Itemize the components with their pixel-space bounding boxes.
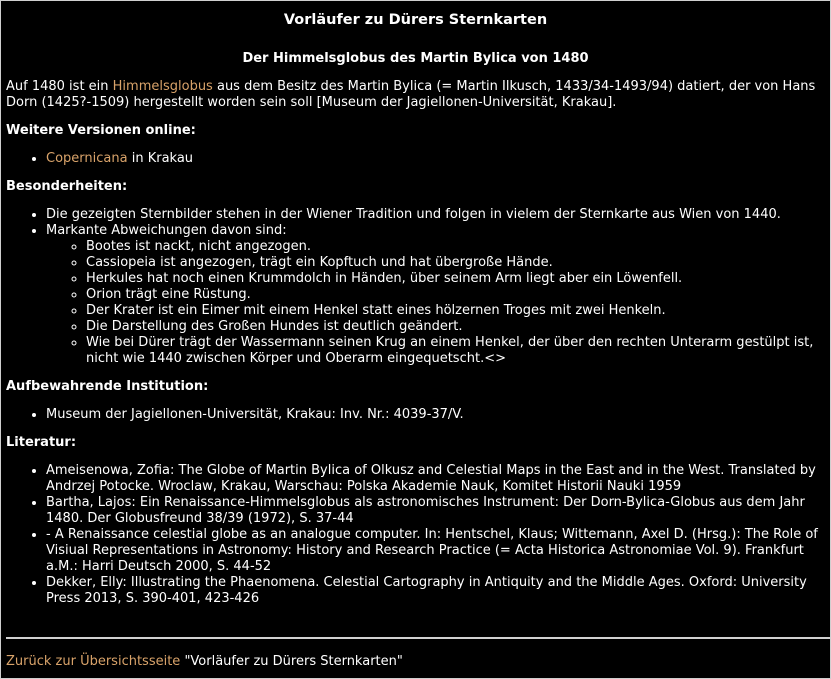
- list-item: • Dekker, Elly: Illustrating the Phaenomena. Celestial Cartography in Antiquity and the Middle Ages. Oxford: University Press 2013, S. 390-401, 423-426: [46, 575, 825, 607]
- footer-text: "Vorläufer zu Dürers Sternkarten": [180, 654, 403, 669]
- footer: [6, 654, 403, 670]
- page-subtitle: Der Himmelsglobus des Martin Bylica von 1480: [242, 51, 589, 66]
- institution-heading: Aufbewahrende Institution:: [6, 379, 209, 394]
- list-item: ◦ Cassiopeia ist angezogen, trägt ein Kopftuch und hat übergroße Hände.: [86, 255, 825, 271]
- list-item: ◦ Der Krater ist ein Eimer mit einem Henkel statt eines hölzernen Troges mit zwei Henkeln.: [86, 303, 825, 319]
- list-item: • Museum der Jagiellonen-Universität, Krakau: Inv. Nr.: 4039-37/V.: [46, 407, 825, 423]
- list-item: • - A Renaissance celestial globe as an analogue computer. In: Hentschel, Klaus; Wittemann, Axel D. (Hrsg.): The Role of Visiual Representations in Astronomy: History and Research Practice (= Acta Historica Astronomiae Vol. 9). Frankfurt a.M.: Harri Deutsch 2000, S. 44-52: [46, 527, 825, 575]
- list-item: • Bartha, Lajos: Ein Renaissance-Himmelsglobus als astronomisches Instrument: Der Dorn-Bylica-Globus aus dem Jahr 1480. Der Globusfreund 38/39 (1972), S. 37-44: [46, 495, 825, 527]
- list-item: ◦ Herkules hat noch einen Krummdolch in Händen, über seinem Arm liegt aber ein Löwenfell.: [86, 271, 825, 287]
- list-item: ◦ Die Darstellung des Großen Hundes ist deutlich geändert.: [86, 319, 825, 335]
- features-heading: Besonderheiten:: [6, 179, 128, 194]
- page-title: Vorläufer zu Dürers Sternkarten: [283, 12, 548, 28]
- list-item-text: Markante Abweichungen davon sind:: [46, 223, 287, 238]
- intro-text-after: aus dem Besitz des Martin Bylica (= Martin Ilkusch, 1433/34-1493/94) datiert, der von Hans Dorn (1425?-1509) hergestellt worden sein soll [Museum der Jagiellonen-Universität, Krakau].: [6, 79, 816, 110]
- list-item: • Die gezeigten Sternbilder stehen in der Wiener Tradition und folgen in vielem der Sternkarte aus Wien von 1440.: [46, 207, 825, 223]
- list-item-text: in Krakau: [127, 151, 194, 166]
- literature-heading: Literatur:: [6, 435, 77, 450]
- list-item: ◦ Bootes ist nackt, nicht angezogen.: [86, 239, 825, 255]
- list-item: • Ameisenowa, Zofia: The Globe of Martin Bylica of Olkusz and Celestial Maps in the East and in the West. Translated by Andrzej Potocke. Wroclaw, Krakau, Warschau: Polska Akademie Nauk, Komitet Historii Nauki 1959: [46, 463, 825, 495]
- himmelsglobus-link[interactable]: Himmelsglobus: [112, 79, 213, 94]
- back-to-overview-link[interactable]: Zurück zur Übersichtsseite: [6, 654, 181, 669]
- intro-text-before: Auf 1480 ist ein: [6, 79, 113, 94]
- list-item: ◦ Wie bei Dürer trägt der Wassermann seinen Krug an einem Henkel, der über den rechten Unterarm gestülpt ist, nicht wie 1440 zwischen Körper und Oberarm eingequetscht.<>: [86, 335, 825, 367]
- versions-heading: Weitere Versionen online:: [6, 123, 196, 138]
- copernicana-link[interactable]: Copernicana: [46, 151, 128, 166]
- divider: [6, 637, 831, 639]
- list-item: ◦ Orion trägt eine Rüstung.: [86, 287, 825, 303]
